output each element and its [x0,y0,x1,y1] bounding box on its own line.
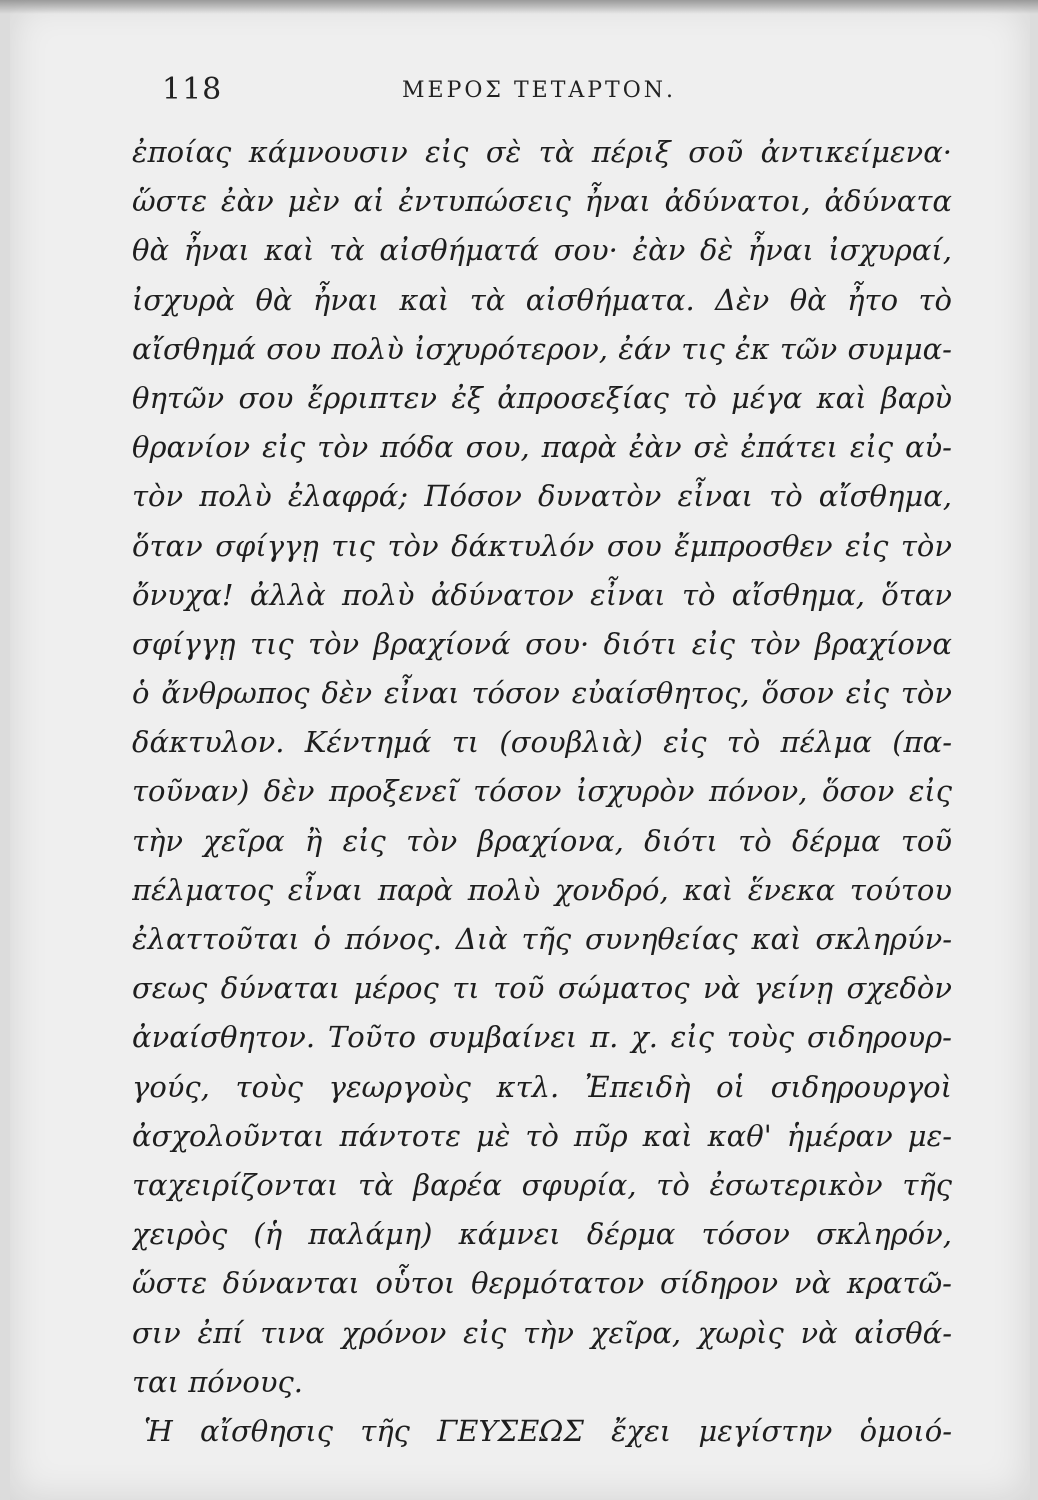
text-line: ἐποίας κάμνουσιν εἰς σὲ τὰ πέριξ σοῦ ἀντικείμενα· [132,135,952,169]
text-line: ὅταν σφίγγῃ τις τὸν δάκτυλόν σου ἔμπροσθεν εἰς τὸν [132,528,952,563]
text-line: χειρὸς (ἡ παλάμη) κάμνει δέρμα τόσον σκληρόν, [132,1217,952,1252]
text-line: ὥστε ἐὰν μὲν αἱ ἐντυπώσεις ἦναι ἀδύνατοι, ἀδύνατα [132,184,952,219]
text-line: ἀναίσθητον. Τοῦτο συμβαίνει π. χ. εἰς τοὺς σιδηρουρ- [132,1020,952,1055]
text-line: ταχειρίζονται τὰ βαρέα σφυρία, τὸ ἐσωτερικὸν τῆς [132,1167,952,1202]
text-line: ὥστε δύνανται οὗτοι θερμότατον σίδηρον νὰ κρατῶ- [132,1266,952,1301]
text-line: ὁ ἄνθρωπος δὲν εἶναι τόσον εὐαίσθητος, ὅσον εἰς τὸν [132,676,952,711]
text-line: σεως δύναται μέρος τι τοῦ σώματος νὰ γείνῃ σχεδὸν [132,971,952,1006]
text-line: ἰσχυρὰ θὰ ἦναι καὶ τὰ αἰσθήματα. Δὲν θὰ ἦτο τὸ [132,282,952,317]
text-line: σιν ἐπί τινα χρόνον εἰς τὴν χεῖρα, χωρὶς νὰ αἰσθά- [132,1315,952,1350]
text-line: σφίγγῃ τις τὸν βραχίονά σου· διότι εἰς τὸν βραχίονα [132,626,952,661]
text-line: θρανίον εἰς τὸν πόδα σου, παρὰ ἐὰν σὲ ἐπάτει εἰς αὐ- [132,430,952,465]
page-number: 118 [162,72,223,107]
page-header [0,72,1038,112]
text-line: ὄνυχα! ἀλλὰ πολὺ ἀδύνατον εἶναι τὸ αἴσθημα, ὅταν [132,577,952,612]
text-line: γούς, τοὺς γεωργοὺς κτλ. Ἐπειδὴ οἱ σιδηρουργοὶ [132,1069,952,1104]
running-title: ΜΕΡΟΣ ΤΕΤΑΡΤΟΝ. [401,78,677,103]
text-line-paragraph-end: ται πόνους. [132,1364,303,1399]
text-line: ἀσχολοῦνται πάντοτε μὲ τὸ πῦρ καὶ καθ' ἡμέραν με- [132,1118,952,1153]
text-line: τοῦναν) δὲν προξενεῖ τόσον ἰσχυρὸν πόνον, ὅσον εἰς [132,774,952,809]
text-line: δάκτυλον. Κέντημά τι (σουβλιὰ) εἰς τὸ πέλμα (πα- [132,725,952,760]
text-line: αἴσθημά σου πολὺ ἰσχυρότερον, ἐάν τις ἐκ τῶν συμμα- [132,331,952,366]
text-line: τὴν χεῖρα ἢ εἰς τὸν βραχίονα, διότι τὸ δέρμα τοῦ [132,823,952,858]
text-line: θητῶν σου ἔρριπτεν ἐξ ἀπροσεξίας τὸ μέγα καὶ βαρὺ [132,380,952,415]
text-line: θὰ ἦναι καὶ τὰ αἰσθήματά σου· ἐὰν δὲ ἦναι ἰσχυραί, [132,233,952,268]
text-line: πέλματος εἶναι παρὰ πολὺ χονδρό, καὶ ἕνεκα τούτου [132,872,952,907]
text-line: ἐλαττοῦται ὁ πόνος. Διὰ τῆς συνηθείας καὶ σκληρύν- [132,922,952,956]
page-top-edge [0,0,1038,14]
page-body-text [132,128,952,1456]
text-line: τὸν πολὺ ἐλαφρά; Πόσον δυνατὸν εἶναι τὸ αἴσθημα, [132,479,952,514]
text-line-new-paragraph: Ἡ αἴσθησις τῆς ΓΕΥΣΕΩΣ ἔχει μεγίστην ὁμοιό- [144,1413,952,1448]
